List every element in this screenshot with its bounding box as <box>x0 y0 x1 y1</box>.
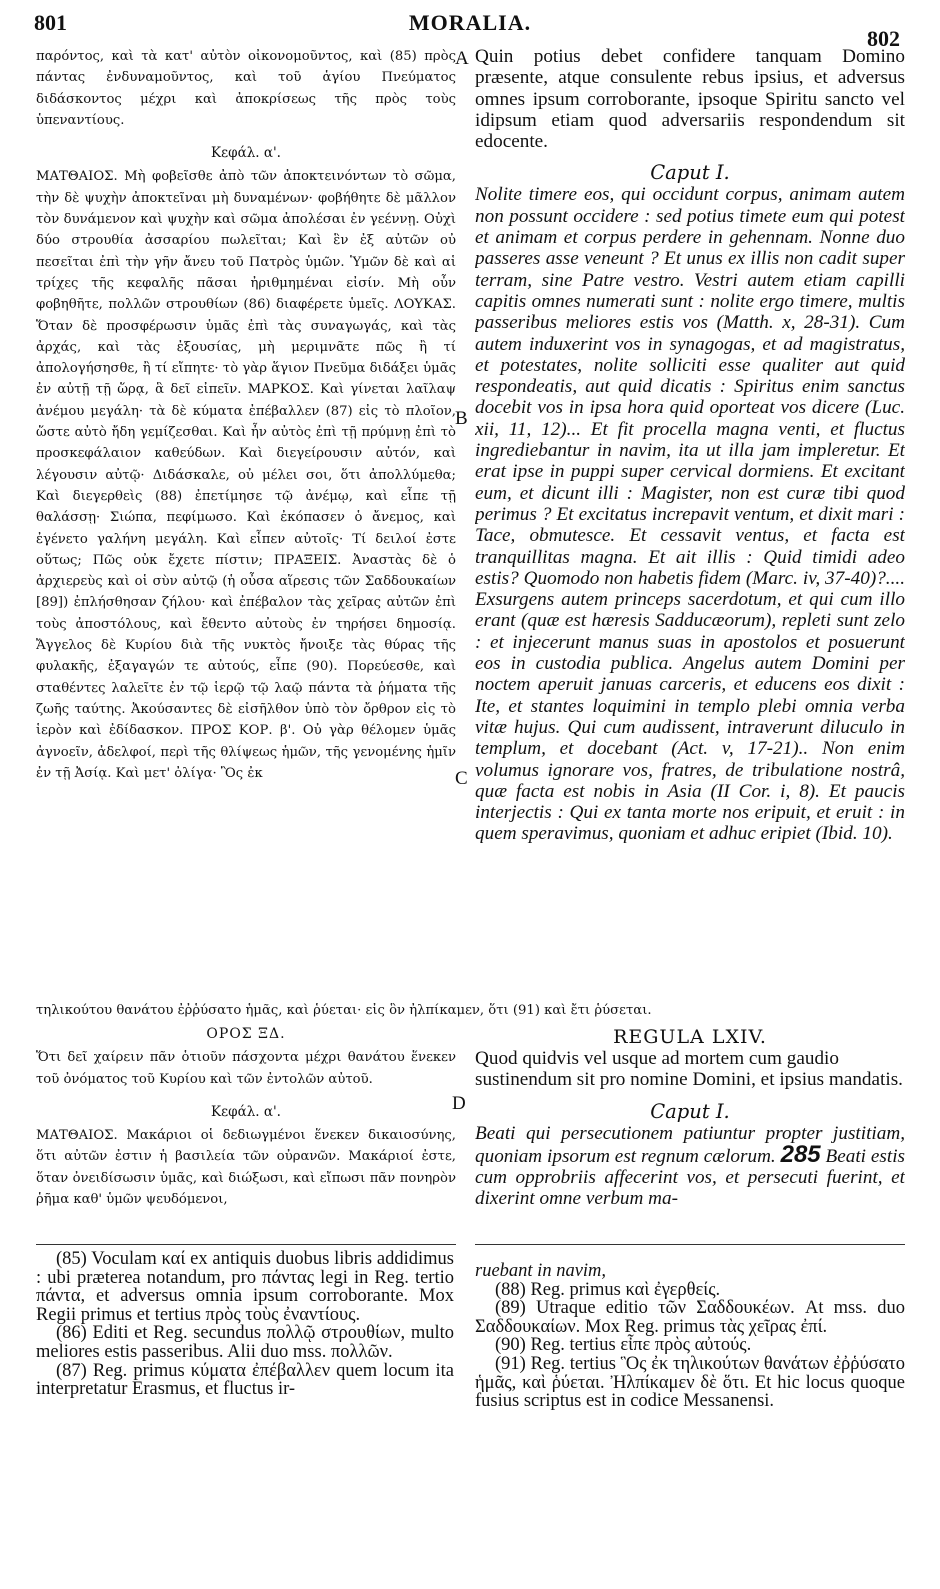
latin-chapter-text-2a: Beati qui persecutionem patiuntur propter justitiam, quoniam ipsorum est regnum cælorum. <box>475 1122 905 1167</box>
margin-letter-b: B <box>455 408 468 429</box>
latin-chapter-text-1: Nolite timere eos, qui occidunt corpus, animam autem non possunt occidere : sed potius timete eum qui potest et animam et corpus perdere in gehennam. Nonne duo passeres asse veneunt ? Et unus ex illis non cadit super terram, sine Patre vestro. Vestri autem etiam capilli capitis omnes numerati sunt : nolite ergo timere, multis passeribus meliores estis vos (Matth. x, 28-31). Cum autem induxerint vos in synagogas, et ad magistratus, et potestates, nolite solliciti esse qualiter aut quid respondeatis, aut quid dicatis : Spiritus enim sanctus docebit vos in ipsa hora quid oporteat vos dicere (Luc. xii, 11, 12)... Et fit procella magna venti, et fluctus ingrediebantur in navim, ita ut illa jam impleretur. Et erat ipse in puppi super cervical dormiens. Et excitant eum, et dicunt illi : Magister, non est curæ tibi quod perimus ? Et excitatus increpavit ventum, et dixit mari : Tace, obmutesce. Et cessavit ventus, et facta est tranquillitas magna. Et ait illis : Quid timidi adeo estis? Quomodo non habetis fidem (Marc. iv, 37-40)?.... Exsurgens autem princeps sacerdotum, et qui cum illo erant (quæ est hæresis Sadducæorum), repleti sunt zelo : et injecerunt manus suas in apostolos et posuerunt eos in custodia publica. Angelus autem Domini per noctem aperuit januas carceris, et educens eos dixit : Ite, et stantes loquimini in templo plebi omnia verba vitæ hujus. Qui cum audissent, intraverunt diluculo in templum, et docebant (Act. v, 17-21).. Non enim volumus ignorare vos, fratres, de tribulatione nostrâ, quæ facta est nobis in Asia (II Cor. i, 8). Et paucis interjectis : Qui ex tanta morte nos eripuit, et eruit : in quem speravimus, quoniam et adhuc eripiet (Ibid. 10). <box>475 184 905 845</box>
latin-column-lower <box>475 1026 905 1240</box>
latin-rule-text: Quod quidvis vel usque ad mortem cum gaudio sustinendum sit pro nomine Domini, et ipsius mandatis. <box>475 1048 903 1091</box>
footnote-87: (87) Reg. primus κύματα ἐπέβαλλεν quem locum ita interpretatur Erasmus, et fluctus ir- <box>36 1360 454 1400</box>
greek-spanning-line: τηλικούτου θανάτου ἐῤῥύσατο ἡμᾶς, καὶ ῥύεται· εἰς ὃν ἠλπίκαμεν, ὅτι (91) καὶ ἔτι ῥύσεται. <box>36 1003 652 1018</box>
latin-chapter-heading-2: Caput I. <box>650 1099 730 1123</box>
greek-rule-text: Ὅτι δεῖ χαίρειν πᾶν ὁτιοῦν πάσχοντα μέχρι θανάτου ἕνεκεν τοῦ ὀνόματος τοῦ Κυρίου καὶ τῶν ἐντολῶν αὐτοῦ. <box>36 1050 456 1087</box>
running-title: MORALIA. <box>408 10 532 35</box>
left-page-number: 801 <box>34 10 67 35</box>
footnote-87-continuation: ruebant in navim, <box>475 1262 607 1281</box>
latin-chapter-heading-1: Caput I. <box>650 161 730 185</box>
footnote-85: (85) Voculam καί ex antiquis duobus libris addidimus : ubi præterea notandum, pro πάντας legi in Reg. tertio πάντα, et adversus omnia ipsum corroborante. Mox Regii primus et tertius πρὸς τοὺς ἐναντίους. <box>36 1250 454 1325</box>
latin-column-upper <box>475 46 905 998</box>
footnote-86: (86) Editi et Reg. secundus πολλῷ στρουθίων, multo meliores estis passeribus. Alii duo mss. πολλῶν. <box>36 1323 454 1362</box>
footnote-90: (90) Reg. tertius εἶπε πρὸς αὐτούς. <box>495 1335 752 1356</box>
footnote-88: (88) Reg. primus καὶ ἐγερθείς. <box>495 1279 721 1300</box>
latin-chapter-text-2b: Beati estis cum opprobriis affecerint vos, et persecuti fuerint, et dixerint omne verbum ma- <box>475 1145 905 1210</box>
footnotes-right <box>475 1262 905 1462</box>
greek-chapter-heading-1: Κεφάλ. α'. <box>211 145 281 162</box>
footnote-91: (91) Reg. tertius Ὃς ἐκ τηλικούτων θανάτων ἐῤῥύσατο ἡμᾶς, καὶ ῥύεται. Ἠλπίκαμεν δὲ ὅτι. Et hic locus quoque fusius scriptus est in codice Messanensi. <box>475 1353 905 1412</box>
greek-rule-heading: ΟΡΟΣ ΞΔ. <box>206 1026 286 1042</box>
margin-letter-a: A <box>455 48 469 69</box>
footnote-rule-left <box>36 1244 456 1245</box>
right-page-number: 802 <box>867 26 900 51</box>
greek-column-lower <box>36 1024 456 1238</box>
latin-intro: Quin potius debet confidere tanquam Domino præsente, atque consulente rebus ipsius, et adversus omnes ipsum corroborante, ipsoque Spiritu sancto vel idipsum etiam quod adversariis respondendum sit edocente. <box>475 46 905 153</box>
footnotes-left <box>36 1250 454 1460</box>
margin-letter-c: C <box>455 768 468 789</box>
footnote-89: (89) Utraque editio τῶν Σαδδουκέων. At mss. duo Σαδδουκαίων. Mox Reg. primus τὰς χεῖρας ἐπί. <box>475 1298 905 1337</box>
greek-column-upper <box>36 46 456 998</box>
greek-chapter-text-2: ΜΑΤΘΑΙΟΣ. Μακάριοι οἱ δεδιωγμένοι ἕνεκεν δικαιοσύνης, ὅτι αὐτῶν ἐστιν ἡ βασιλεία τῶν οὐρανῶν. Μακάριοί ἐστε, ὅταν ὀνειδίσωσιν ὑμᾶς, καὶ διώξωσι, καὶ εἴπωσι πᾶν πονηρὸν ῥῆμα καθ' ὑμῶν ψευδόμενοι, <box>36 1128 456 1208</box>
edition-page-number: 285 <box>780 1140 821 1168</box>
margin-letter-d: D <box>452 1093 466 1114</box>
latin-rule-heading: REGULA LXIV. <box>613 1026 767 1048</box>
greek-chapter-text-1: ΜΑΤΘΑΙΟΣ. Μὴ φοβεῖσθε ἀπὸ τῶν ἀποκτεινόντων τὸ σῶμα, τὴν δὲ ψυχὴν ἀποκτεῖναι μὴ δυναμένων· φοβήθητε δὲ μᾶλλον τὸν δυνάμενον καὶ ψυχὴν καὶ σῶμα ἀπολέσαι ἐν γεέννῃ. Οὐχὶ δύο στρουθία ἀσσαρίου πωλεῖται; Καὶ ἓν ἐξ αὐτῶν οὐ πεσεῖται ἐπὶ τὴν γῆν ἄνευ τοῦ Πατρὸς ὑμῶν. Ὑμῶν δὲ καὶ αἱ τρίχες τῆς κεφαλῆς πᾶσαι ἠριθμημέναι εἰσίν. Μὴ οὖν φοβηθῆτε, πολλῶν στρουθίων (86) διαφέρετε ὑμεῖς. ΛΟΥΚΑΣ. Ὅταν δὲ προσφέρωσιν ὑμᾶς ἐπὶ τὰς συναγωγάς, καὶ τὰς ἀρχάς, καὶ τὰς ἐξουσίας, μὴ μεριμνᾶτε πῶς ἢ τί ἀπολογήσησθε, ἢ τί εἴπητε· τὸ γὰρ ἅγιον Πνεῦμα διδάξει ὑμᾶς ἐν αὐτῇ τῇ ὥρᾳ, ἃ δεῖ εἰπεῖν. ΜΑΡΚΟΣ. Καὶ γίνεται λαῖλαψ ἀνέμου μεγάλη· τὰ δὲ κύματα ἐπέβαλλεν (87) εἰς τὸ πλοῖον, ὥστε αὐτὸ ἤδη γεμίζεσθαι. Καὶ ἦν αὐτὸς ἐπὶ τῇ πρύμνῃ ἐπὶ τὸ προσκεφάλαιον καθεύδων. Καὶ διεγείρουσιν αὐτόν, καὶ λέγουσιν αὐτῷ· Διδάσκαλε, οὐ μέλει σοι, ὅτι ἀπολλύμεθα; Καὶ διεγερθεὶς (88) ἐπετίμησε τῷ ἀνέμῳ, καὶ εἶπε τῇ θαλάσσῃ· Σιώπα, πεφίμωσο. Καὶ ἐκόπασεν ὁ ἄνεμος, καὶ ἐγένετο γαλήνη μεγάλη. Καὶ εἶπεν αὐτοῖς· Τί δειλοί ἐστε οὕτως; Πῶς οὐκ ἔχετε πίστιν; ΠΡΑΞΕΙΣ. Ἀναστὰς δὲ ὁ ἀρχιερεὺς καὶ οἱ σὺν αὐτῷ (ἡ οὖσα αἵρεσις τῶν Σαδδουκαίων [89]) ἐπλήσθησαν ζήλου· καὶ ἐπέβαλον τὰς χεῖρας αὐτῶν ἐπὶ τοὺς ἀποστόλους, καὶ ἔθεντο αὐτοὺς ἐν τηρήσει δημοσίᾳ. Ἄγγελος δὲ Κυρίου διὰ τῆς νυκτὸς ἤνοιξε τὰς θύρας τῆς φυλακῆς, ἐξαγαγών τε αὐτούς, εἶπε (90). Πορεύεσθε, καὶ σταθέντες λαλεῖτε ἐν τῷ ἱερῷ τῷ λαῷ πάντα τὰ ῥήματα τῆς ζωῆς ταύτης. Ἀκούσαντες δὲ εἰσῆλθον ὑπὸ τὸν ὄρθρον εἰς τὸ ἱερὸν καὶ ἐδίδασκον. ΠΡΟΣ ΚΟΡ. β'. Οὐ γὰρ θέλομεν ὑμᾶς ἀγνοεῖν, ἀδελφοί, περὶ τῆς θλίψεως ἡμῶν, τῆς γενομένης ἡμῖν ἐν τῇ Ἀσίᾳ. Καὶ μετ' ὀλίγα· Ὃς ἐκ <box>36 169 456 781</box>
greek-intro: παρόντος, καὶ τὰ κατ' αὐτὸν οἰκονομοῦντος, καὶ (85) πρὸς πάντας ἐνδυναμοῦντος, καὶ τοῦ ἁγίου Πνεύματος διδάσκοντος μέχρι καὶ ἀποκρίσεως τῆς πρὸς τοὺς ὑπεναντίους. <box>36 49 456 128</box>
greek-chapter-heading-2: Κεφάλ. α'. <box>211 1103 281 1120</box>
footnote-rule-right <box>475 1244 905 1245</box>
